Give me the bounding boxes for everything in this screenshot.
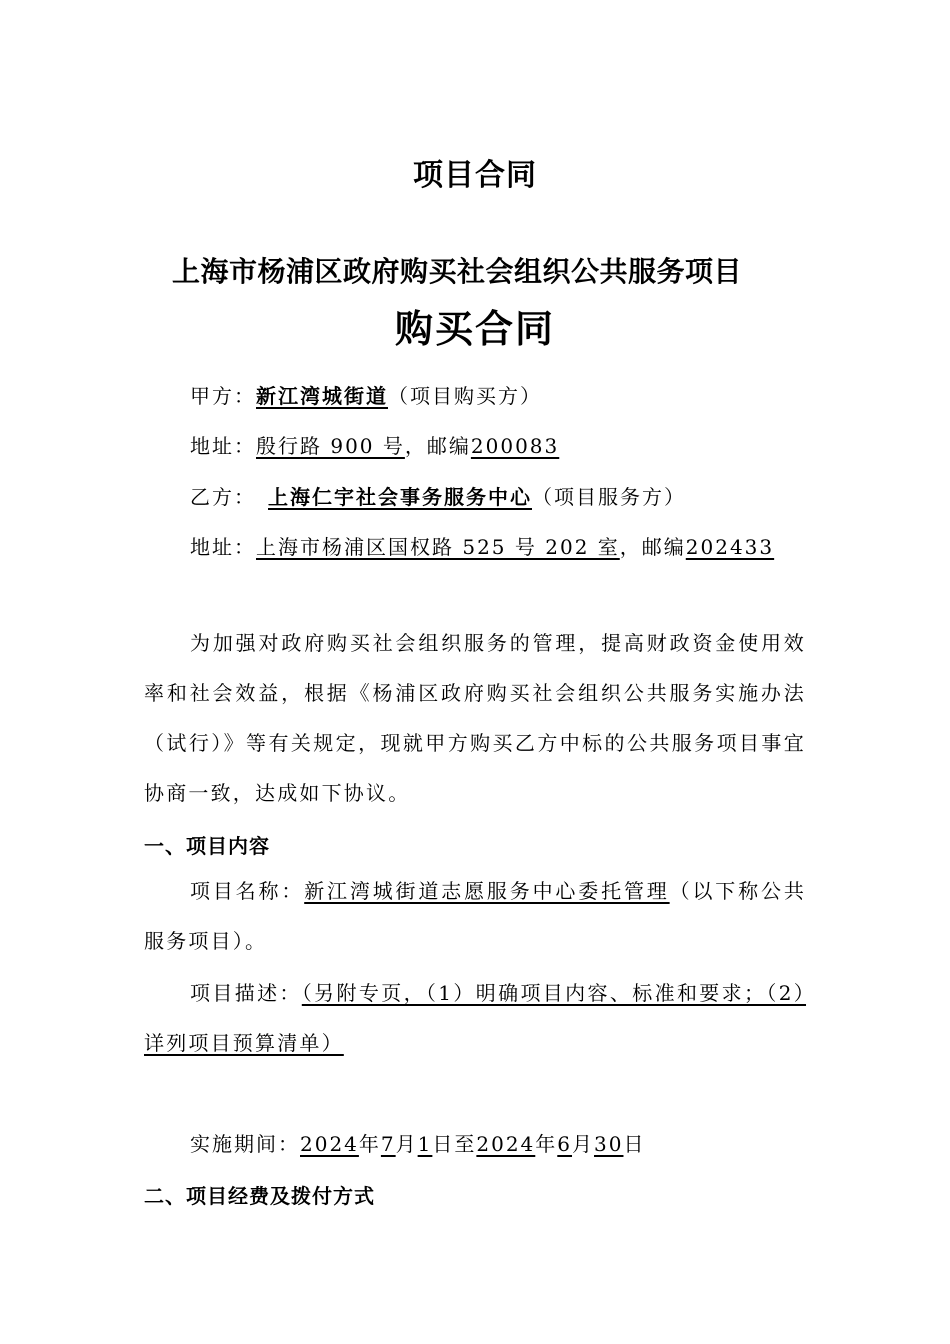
month-char: 月 [572,1132,595,1156]
party-b-address-label: 地址： [190,535,256,559]
party-a-postcode: 200083 [470,434,560,458]
party-b-label: 乙方： [190,485,256,509]
year-char: 年 [358,1132,381,1156]
project-description-label: 项目描述： [190,981,302,1005]
period-end-month: 6 [557,1132,573,1156]
contract-subtitle-line2: 购买合同 [394,306,555,351]
party-a-label: 甲方： [190,384,256,408]
party-b-role: （项目服务方） [532,485,686,509]
period-start-year: 2024 [300,1132,359,1156]
party-a-role: （项目购买方） [388,384,542,408]
party-a-address-line [190,430,559,459]
period-label: 实施期间： [190,1132,300,1156]
party-a-name: 新江湾城街道 [256,384,388,408]
project-description-paragraph [144,968,806,1068]
party-b-postcode: 202433 [685,535,775,559]
intro-paragraph: 为加强对政府购买社会组织服务的管理，提高财政资金使用效率和社会效益，根据《杨浦区政府购买社会组织公共服务实施办法（试行）》等有关规定，现就甲方购买乙方中标的公共服务项目事宜协商一致，达成如下协议。 [144,631,806,805]
period-end-year: 2024 [476,1132,536,1156]
project-name-paragraph [144,866,806,966]
party-a-address-label: 地址： [190,434,256,458]
party-b-postcode-label: ，邮编 [619,535,686,559]
project-name-value: 新江湾城街道志愿服务中心委托管理 [304,879,670,903]
period-start-month: 7 [380,1132,396,1156]
party-b-address: 上海市杨浦区国权路 525 号 202 室 [256,535,620,559]
party-b-name: 上海仁宇社会事务服务中心 [268,485,532,509]
project-description-value: （另附专页，（1）明确项目内容、标准和要求；（2）详列项目预算清单） [144,981,807,1055]
to-char: 至 [454,1132,477,1156]
implementation-period-line [190,1128,645,1157]
period-start-day: 1 [417,1132,433,1156]
party-a-postcode-label: ，邮编 [404,434,471,458]
day-char: 日 [432,1132,455,1156]
project-name-suffix: （以下称公共服务项目）。 [144,879,807,953]
period-end-day: 30 [594,1132,624,1156]
month-char: 月 [395,1132,418,1156]
page-title: 项目合同 [413,158,537,193]
section2-heading: 二、项目经费及拨付方式 [144,1184,375,1208]
year-char: 年 [535,1132,558,1156]
contract-subtitle-line1: 上海市杨浦区政府购买社会组织公共服务项目 [172,255,743,288]
project-name-label: 项目名称： [190,879,305,903]
party-a-line [190,380,542,409]
party-b-line [190,481,686,510]
party-b-address-line [190,531,774,560]
day-char: 日 [623,1132,646,1156]
party-a-address: 殷行路 900 号 [256,434,405,458]
section1-heading: 一、项目内容 [144,834,270,858]
